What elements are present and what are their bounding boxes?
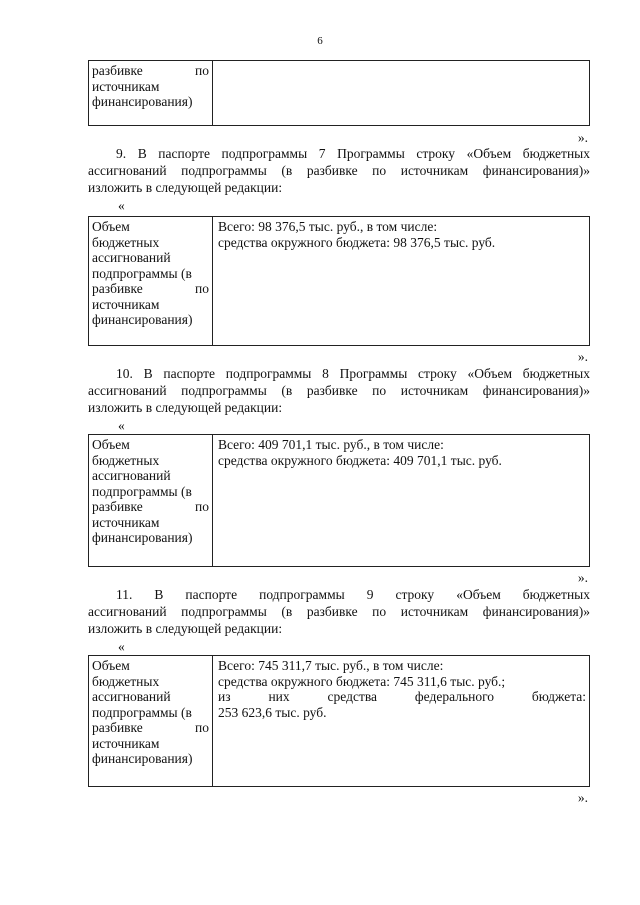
text-line: изложить в следующей редакции:: [88, 400, 283, 415]
table-cell-label: Объем бюджетных ассигнований подпрограммы (в разбивке по источникам финансирования): [89, 217, 213, 346]
table-cell-value: [213, 61, 590, 126]
text-line: источникам: [92, 78, 160, 94]
text-line: изложить в следующей редакции:: [88, 180, 283, 195]
text-line: 10. В паспорте подпрограммы 8 Программы строку «Объем бюджетных: [116, 366, 590, 381]
closing-quote: ».: [577, 349, 588, 364]
opening-quote: «: [118, 418, 125, 433]
text-line: финансирования): [92, 94, 193, 109]
table-cell-label: Объем бюджетных ассигнований подпрограммы (в разбивке по источникам финансирования): [89, 656, 213, 787]
amendment-paragraph-11: [88, 586, 590, 637]
opening-quote: «: [118, 639, 125, 654]
text-line: разбивке по: [92, 63, 209, 78]
table-cell-label: Объем бюджетных ассигнований подпрограммы (в разбивке по источникам финансирования): [89, 435, 213, 567]
passport-table-subprogram-9: [88, 655, 590, 787]
table-cell-label: [89, 61, 213, 126]
passport-table-subprogram-8: [88, 434, 590, 567]
closing-quote: ».: [577, 790, 588, 805]
text-line: 11. В паспорте подпрограммы 9 строку «Объем бюджетных: [116, 587, 590, 602]
text-line: ассигнований подпрограммы (в разбивке по источникам финансирования)»: [88, 383, 590, 398]
amendment-paragraph-9: [88, 145, 590, 196]
text-line: изложить в следующей редакции:: [88, 621, 283, 636]
page-number: 6: [317, 35, 323, 47]
closing-quote: ».: [577, 570, 588, 585]
table-cell-value: Всего: 745 311,7 тыс. руб., в том числе: средства окружного бюджета: 745 311,6 тыс. руб.; из них средства федерального бюджета: 253 623,6 тыс. руб.: [213, 656, 590, 787]
text-line: ассигнований подпрограммы (в разбивке по источникам финансирования)»: [88, 163, 590, 178]
passport-table-subprogram-7: [88, 216, 590, 346]
passport-table-continued: [88, 60, 590, 126]
text-line: 9. В паспорте подпрограммы 7 Программы строку «Объем бюджетных: [116, 146, 590, 161]
table-cell-value: Всего: 409 701,1 тыс. руб., в том числе: средства окружного бюджета: 409 701,1 тыс. руб.: [213, 435, 590, 567]
text-line: ассигнований подпрограммы (в разбивке по источникам финансирования)»: [88, 604, 590, 619]
opening-quote: «: [118, 198, 125, 213]
closing-quote: ».: [577, 130, 588, 145]
amendment-paragraph-10: [88, 365, 590, 416]
table-cell-value: Всего: 98 376,5 тыс. руб., в том числе: средства окружного бюджета: 98 376,5 тыс. руб.: [213, 217, 590, 346]
